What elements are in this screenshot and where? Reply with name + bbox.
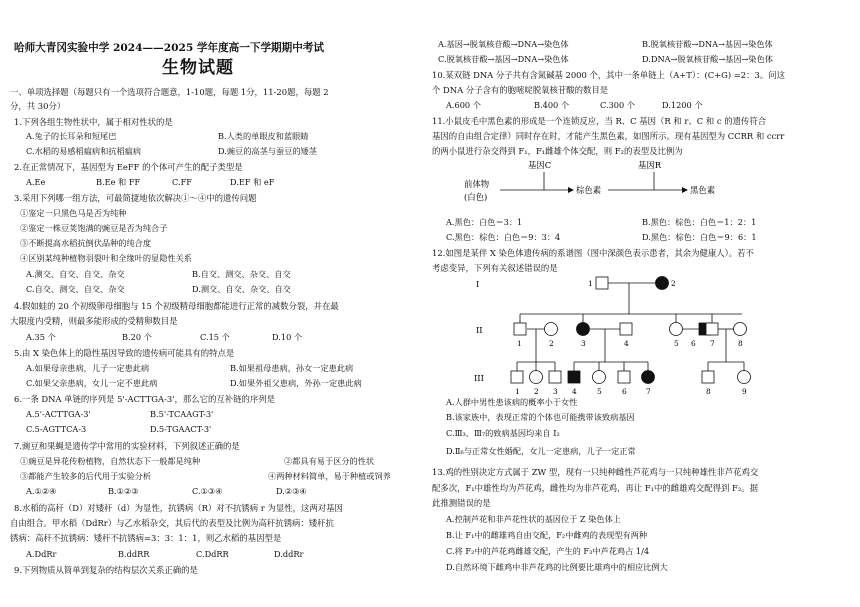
- q9-option-a: A.基因→脱氧核苷酸→DNA→染色体: [438, 39, 569, 49]
- gen-label-I: I: [476, 279, 480, 289]
- q7-item-3: ③都能产生较多的后代用于实验分析: [20, 471, 152, 481]
- q9-option-c: C.脱氧核苷酸→基因→DNA→染色体: [438, 54, 569, 64]
- q3-stem: 3.采用下列哪一组方法，可最简捷地依次解决①～④中的遗传问题: [14, 193, 257, 203]
- q8-option-b: B.ddRR: [118, 549, 150, 559]
- q4-stem: 4.假如蛙的 20 个初级卵母细胞与 15 个初级精母细胞都能进行正常的减数分裂，并在最: [14, 301, 339, 311]
- q12-option-a: A.人群中男性患该病的概率小于女性: [446, 397, 578, 407]
- q10-stem: 10.某双链 DNA 分子共有含氮碱基 2000 个，其中一条单链上（A+T）：(C+G) =2：3。问这: [432, 70, 785, 80]
- num-I1: 1: [588, 279, 593, 288]
- precursor-label: 前体物: [464, 179, 490, 189]
- q7-item-1: ①豌豆是异花传粉植物，自然状态下一般都是纯种: [20, 456, 201, 466]
- pedigree-III2-female: [530, 371, 543, 384]
- num-II3: 3: [581, 339, 586, 348]
- pedigree-I1-male: [596, 277, 608, 289]
- q2-stem: 2.在正常情况下，基因型为 EeFF 的个体可产生的配子类型是: [14, 162, 243, 172]
- brown-pigment-label: 棕色素: [576, 185, 602, 195]
- q7-stem: 7.豌豆和果蝇是遗传学中常用的实验材料，下列叙述正确的是: [14, 441, 240, 451]
- q12-stem: 12.如图是某伴 X 染色体遗传病的系谱图（图中深颜色表示患者，其余为健康人）。若不: [432, 248, 754, 258]
- section-heading: 一、单项选择题（每题只有一个选项符合题意，1-10题，每题 1分，11-20题，每题 2: [10, 87, 329, 97]
- pedigree-II2-female: [545, 323, 558, 336]
- pedigree-III1-male: [511, 371, 523, 383]
- q7-option-d: D.②③④: [276, 486, 307, 496]
- pedigree-II7-male: [706, 323, 718, 335]
- q11-stem-2: 基因的自由组合定律）同时存在时，才能产生黑色素，如图所示。现有基因型为 CCRR 和 ccrr: [432, 131, 785, 141]
- q13-option-a: A.控制芦花和非芦花性状的基因位于 Z 染色体上: [446, 514, 621, 524]
- q10-option-d: D.1200 个: [662, 100, 703, 110]
- q4-option-d: D.10 个: [272, 332, 303, 342]
- pedigree-III5-female: [593, 371, 606, 384]
- q11-option-c: C.黑色：棕色：白色＝9：3：4: [446, 232, 561, 242]
- q13-stem-3: 此推测错误的是: [432, 498, 491, 508]
- q5-stem: 5.由 X 染色体上的隐性基因导致的遗传病可能具有的特点是: [14, 348, 235, 358]
- q3-option-d: D.测交、自交、杂交、自交: [192, 284, 291, 294]
- q11-stem-3: 的两小鼠进行杂交得到 F₁，F₁雌雄个体交配，则 F₂的表型及比例为: [432, 146, 683, 156]
- q3-item-1: ①鉴定一只黑色马是否为纯种: [20, 208, 127, 218]
- q4-option-c: C.15 个: [200, 332, 230, 342]
- pedigree-chart: [470, 272, 790, 396]
- arrow-head-brown: [568, 187, 574, 193]
- q13-option-b: B.让 F₁中的雌雄鸡自由交配，F₂中雌鸡的表现型有两种: [446, 530, 648, 540]
- pedigree-III6-male: [618, 371, 630, 383]
- q12-option-c: C.Ⅲ₃、Ⅲ₇的致病基因均来自 I₂: [446, 428, 560, 438]
- num-III6: 6: [622, 387, 627, 396]
- q8-stem-2: 自由组合。甲水稻（DdRr）与乙水稻杂交，其后代的表型及比例为高秆抗锈病：矮秆抗: [10, 518, 334, 528]
- q1-stem: 1.下列各组生物性状中，属于相对性状的是: [14, 117, 173, 127]
- q3-item-2: ②鉴定一株豆荚饱满的豌豆是否为纯合子: [20, 223, 168, 233]
- q13-option-c: C.将 F₂中的芦花鸡雌雄交配，产生的 F₃中芦花鸡占 1/4: [446, 546, 650, 556]
- q6-stem: 6.一条 DNA 单链的序列是 5'-ACTTGA-3'，那么它的互补链的序列是: [14, 394, 276, 404]
- num-III5: 5: [597, 387, 602, 396]
- q8-stem: 8.水稻的高秆（D）对矮秆（d）为显性，抗锈病（R）对不抗锈病 r 为显性，这两对基因: [14, 503, 343, 513]
- num-I2: 2: [671, 279, 676, 288]
- num-II5: 5: [674, 339, 679, 348]
- q8-option-c: C.DdRR: [196, 549, 229, 559]
- q5-option-d: D.如果外祖父患病，外孙一定患此病: [230, 378, 362, 388]
- melanin-pathway-diagram: [460, 158, 760, 216]
- black-pigment-label: 黑色素: [690, 185, 716, 195]
- num-II4: 4: [624, 339, 629, 348]
- num-III8: 8: [706, 387, 711, 396]
- q10-option-b: B.400 个: [534, 100, 570, 110]
- q7-option-b: B.①②③: [108, 486, 139, 496]
- q2-option-b: B.Ee 和 FF: [96, 177, 141, 187]
- q3-item-3: ③不断提高水稻抗倒伏品种的纯合度: [20, 238, 152, 248]
- num-II6: 6: [691, 339, 696, 348]
- q5-option-a: A.如果母亲患病，儿子一定患此病: [26, 363, 150, 373]
- q7-option-a: A.①②④: [26, 486, 57, 496]
- num-III1: 1: [515, 387, 520, 396]
- pedigree-I2-female-affected: [656, 277, 669, 290]
- q12-stem-2: 考虑变异，下列有关叙述错误的是: [432, 263, 558, 273]
- q9-option-b: B.脱氧核苷酸→DNA→基因→染色体: [642, 39, 773, 49]
- q1-option-c: C.水稻的易感稻瘟病和抗稻瘟病: [26, 146, 142, 156]
- pedigree-II3-female-affected: [577, 323, 590, 336]
- q1-option-b: B.人类的单眼皮和蓝眼睛: [218, 131, 309, 141]
- q13-stem-2: 配多次，F₁中雄性均为芦花鸡，雌性均为非芦花鸡，再让 F₁中的雌雄鸡交配得到 F₂。据: [432, 483, 758, 493]
- q12-option-d: D.Ⅱ₆与正常女性婚配，女儿一定患病，儿子一定正常: [446, 446, 636, 456]
- num-II8: 8: [738, 339, 743, 348]
- arrow-head-black: [682, 187, 688, 193]
- pedigree-III7-female-affected: [642, 371, 655, 384]
- q6-option-c: C.5-AGTTCA-3: [26, 424, 87, 434]
- pedigree-II4-male: [620, 323, 632, 335]
- q6-option-b: B.5'-TCAAGT-3': [150, 409, 214, 419]
- q11-option-d: D.黑色：棕色：白色＝9：6：1: [642, 232, 757, 242]
- gene-r-label: 基因R: [638, 160, 662, 170]
- num-III2: 2: [534, 387, 539, 396]
- q8-stem-3: 锈病：高秆不抗锈病：矮秆不抗锈病=3：3：1：1，则乙水稻的基因型是: [10, 533, 282, 543]
- q7-option-c: C.①③④: [192, 486, 223, 496]
- q1-option-d: D.豌豆的高茎与蚕豆的矮茎: [218, 146, 317, 156]
- pedigree-III3-male: [549, 371, 561, 383]
- q3-item-4: ④区别某纯种植物羽裂叶和全缘叶的显隐性关系: [20, 253, 192, 263]
- q7-item-2: ②都具有易于区分的性状: [284, 456, 375, 466]
- num-III4: 4: [572, 387, 577, 396]
- pedigree-III9-female: [738, 371, 751, 384]
- q10-stem-2: 个 DNA 分子含有的胞嘧啶脱氧核苷酸的数目是: [432, 85, 609, 95]
- q9-option-d: D.DNA→脱氧核苷酸→基因→染色体: [642, 54, 773, 64]
- q11-option-b: B.黑色：棕色：白色＝1：2：1: [642, 217, 757, 227]
- q13-stem: 13.鸡的性别决定方式属于 ZW 型，现有一只纯种雌性芦花鸡与一只纯种雄性非芦花鸡交: [432, 467, 759, 477]
- q3-option-c: C.自交、测交、自交、杂交: [26, 284, 125, 294]
- q5-option-c: C.如果父亲患病，女儿一定不患此病: [26, 378, 158, 388]
- num-III7: 7: [646, 387, 651, 396]
- num-II2: 2: [549, 339, 554, 348]
- q8-option-a: A.DdRr: [26, 549, 57, 559]
- q3-option-a: A.测交、自交、自交、杂交: [26, 269, 125, 279]
- section-heading-cont: 分，共 30分）: [10, 101, 66, 111]
- q11-option-a: A.黑色：白色＝3：1: [446, 217, 523, 227]
- precursor-note: (白色): [464, 192, 488, 202]
- pedigree-II5-female: [670, 323, 683, 336]
- q4-option-b: B.20 个: [122, 332, 152, 342]
- q2-option-d: D.EF 和 eF: [230, 177, 275, 187]
- q8-option-d: D.ddRr: [274, 549, 304, 559]
- q12-option-b: B.该家族中，表现正常的个体也可能携带该致病基因: [446, 412, 635, 422]
- q13-option-d: D.自然环境下雌鸡中非芦花鸡的比例要比雄鸡中的相应比例大: [446, 562, 668, 572]
- pedigree-II8-female: [734, 323, 747, 336]
- pedigree-II1-male: [514, 323, 526, 335]
- q5-option-b: B.如果祖母患病，孙女一定患此病: [230, 363, 354, 373]
- q1-option-a: A.兔子的长耳朵和短尾巴: [26, 131, 117, 141]
- num-III9: 9: [742, 387, 747, 396]
- q10-option-c: C.300 个: [600, 100, 635, 110]
- num-II1: 1: [517, 339, 522, 348]
- num-II7: 7: [710, 339, 715, 348]
- q6-option-a: A.5'-ACTTGA-3': [26, 409, 91, 419]
- exam-title: 哈师大青冈实验中学 2024——2025 学年度高一下学期期中考试: [14, 42, 324, 54]
- gene-c-label: 基因C: [528, 160, 552, 170]
- pedigree-III4-male-affected: [568, 371, 580, 383]
- q7-item-4: ④两种材料简单，易于种植或饲养: [268, 471, 391, 481]
- pedigree-III8-male: [702, 371, 714, 383]
- q2-option-c: C.FF: [172, 177, 192, 187]
- num-III3: 3: [553, 387, 558, 396]
- gen-label-III: III: [474, 373, 484, 383]
- q9-stem: 9.下列物质从简单到复杂的结构层次关系正确的是: [14, 565, 198, 575]
- q6-option-d: D.5-TGAACT-3': [150, 424, 212, 434]
- subject-title: 生物试题: [162, 58, 234, 78]
- q3-option-b: B.自交、测交、杂交、自交: [192, 269, 291, 279]
- q2-option-a: A.Ee: [26, 177, 46, 187]
- q4-stem-2: 大限度内受精，则最多能形成的受精卵数目是: [10, 316, 178, 326]
- q4-option-a: A.35 个: [26, 332, 56, 342]
- q11-stem: 11.小鼠皮毛中黑色素的形成是一个连锁反应，当 R、C 基因（R 和 r、C 和 c 的遗传符合: [432, 116, 767, 126]
- gen-label-II: II: [476, 325, 483, 335]
- q10-option-a: A.600 个: [446, 100, 481, 110]
